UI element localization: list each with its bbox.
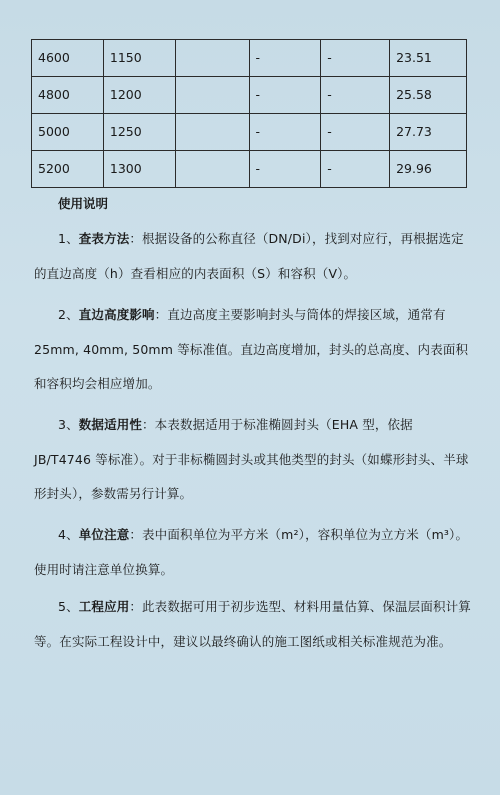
table-cell: - [249,151,321,188]
data-table [31,39,467,188]
table-cell: 5000 [32,114,104,151]
table-row [32,40,467,77]
table-cell: 1300 [103,151,175,188]
table-row [32,114,467,151]
note-text: ：根据设备的公称直径（DN/Di），找到对应行，再根据选定的直边高度（h）查看相应的内表面积（S）和容积（V）。 [34,231,464,281]
note-paragraph [34,590,472,659]
table-cell: 4600 [32,40,104,77]
note-paragraph [34,298,472,402]
table-cell: 4800 [32,77,104,114]
table-cell: - [249,40,321,77]
note-label: 查表方法 [78,231,130,246]
table-row [32,151,467,188]
note-paragraph [34,222,472,291]
table-cell: 29.96 [390,151,467,188]
table-cell: - [249,114,321,151]
table-cell: 1250 [103,114,175,151]
note-number: 3、 [58,417,79,432]
table-cell: - [321,151,390,188]
table-cell: - [321,40,390,77]
notes-title: 使用说明 [58,196,109,211]
note-label: 单位注意 [78,527,130,542]
table-cell [175,151,249,188]
note-label: 工程应用 [78,599,130,614]
note-number: 2、 [58,307,79,322]
note-text: ：本表数据适用于标准椭圆封头（EHA 型，依据 JB/T4746 等标准）。对于非标椭圆封头或其他类型的封头（如蝶形封头、半球形封头），参数需另行计算。 [34,417,469,501]
table-cell: 1200 [103,77,175,114]
note-text: ：直边高度主要影响封头与筒体的焊接区域，通常有 25mm, 40mm, 50mm 等标准值。直边高度增加，封头的总高度、内表面积和容积均会相应增加。 [34,307,469,391]
table-cell: - [321,114,390,151]
note-number: 5、 [58,599,79,614]
note-label: 数据适用性 [78,417,143,432]
note-paragraph [34,518,472,587]
table-cell: 1150 [103,40,175,77]
table-cell: 27.73 [390,114,467,151]
note-text: ：表中面积单位为平方米（m²），容积单位为立方米（m³）。使用时请注意单位换算。 [34,527,469,577]
table-cell [175,77,249,114]
table-cell: - [249,77,321,114]
table-row [32,77,467,114]
note-number: 1、 [58,231,79,246]
table-cell: 5200 [32,151,104,188]
table-cell: 23.51 [390,40,467,77]
note-text: ：此表数据可用于初步选型、材料用量估算、保温层面积计算等。在实际工程设计中，建议以最终确认的施工图纸或相关标准规范为准。 [34,599,471,649]
note-paragraph [34,408,472,512]
table-cell: 25.58 [390,77,467,114]
table-cell: - [321,77,390,114]
note-number: 4、 [58,527,79,542]
note-label: 直边高度影响 [78,307,155,322]
table-cell [175,40,249,77]
table-cell [175,114,249,151]
